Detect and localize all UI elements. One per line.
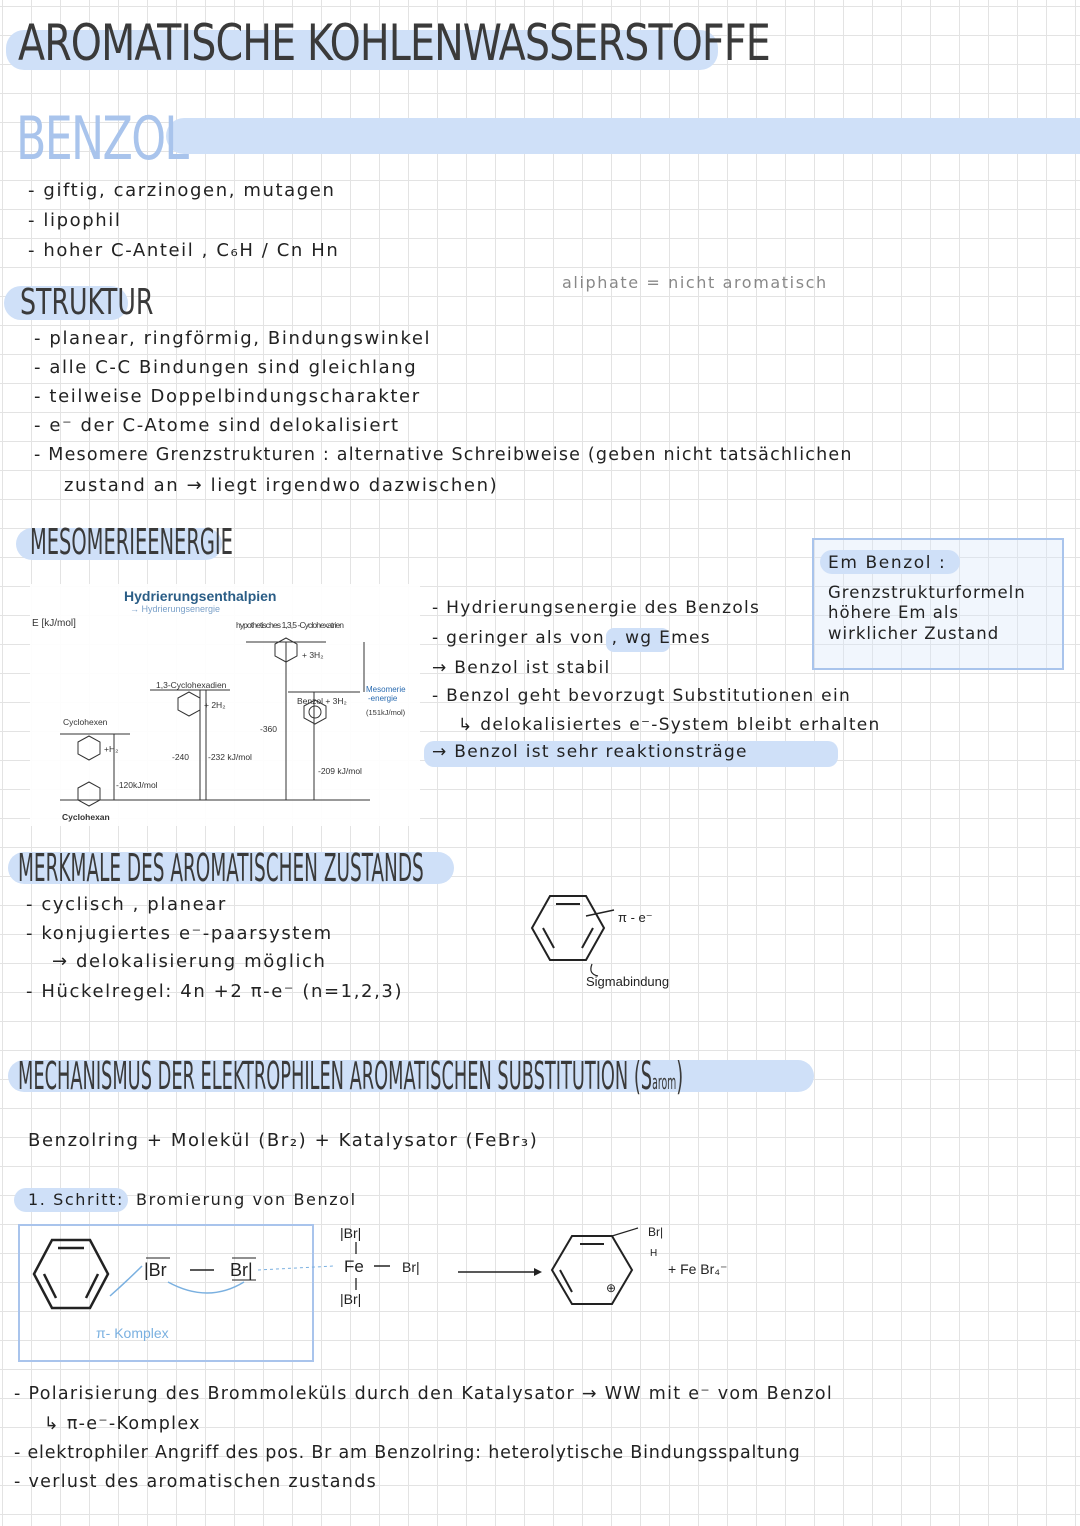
struktur-item: - Mesomere Grenzstrukturen : alternative Schreibweise (geben nicht tatsächlichen xyxy=(34,445,853,465)
plus-febr4: + Fe Br₄⁻ xyxy=(668,1261,728,1277)
label-240: -240 xyxy=(172,752,190,762)
mesomerie-note: - Benzol geht bevorzugt Substitutionen ein xyxy=(432,686,852,706)
mechanismus-equation: Benzolring + Molekül (Br₂) + Katalysator (FeBr₃) xyxy=(28,1130,539,1151)
label-209: -209 kJ/mol xyxy=(318,766,362,776)
benzol-item: - giftig, carzinogen, mutagen xyxy=(28,180,336,201)
mechanismus-note: - Polarisierung des Brommoleküls durch den Katalysator → WW mit e⁻ vom Benzol xyxy=(14,1384,834,1404)
label-120: -120kJ/mol xyxy=(116,780,158,790)
struktur-item: zustand an → liegt irgendwo dazwischen) xyxy=(64,475,499,496)
arenium-ion xyxy=(552,1236,632,1304)
product-h: H xyxy=(650,1248,658,1259)
product-br: Br| xyxy=(648,1225,664,1239)
y-axis-label: E [kJ/mol] xyxy=(32,618,76,629)
label-cyclohexadien: 1,3-Cyclohexadien xyxy=(156,680,227,690)
fe-right-br: Br| xyxy=(402,1259,420,1275)
label-mesomerie-1: Mesomerie xyxy=(366,685,406,694)
mesomerie-note: - geringer als von , wg Emes xyxy=(432,628,711,648)
mesomerie-note: ↳ delokalisiertes e⁻-System bleibt erhalten xyxy=(458,715,881,735)
struktur-item: - e⁻ der C-Atome sind delokalisiert xyxy=(34,415,400,436)
struktur-item: - planear, ringförmig, Bindungswinkel xyxy=(34,328,432,349)
mesomerie-note: → Benzol ist sehr reaktionsträge xyxy=(432,742,748,762)
em-benzol-line: höhere Em als xyxy=(828,603,960,622)
merkmale-item: - Hückelregel: 4n +2 π-e⁻ (n=1,2,3) xyxy=(26,981,404,1002)
pi-komplex-label: π- Komplex xyxy=(96,1325,169,1341)
aliphate-note: aliphate = nicht aromatisch xyxy=(562,273,828,292)
step1-text: Bromierung von Benzol xyxy=(136,1190,357,1209)
bromination-scheme xyxy=(18,1220,788,1360)
mechanismus-heading-sub: arom xyxy=(652,1070,677,1094)
label-plus3h2: + 3H₂ xyxy=(302,650,324,660)
em-benzol-line: wirklicher Zustand xyxy=(828,624,1000,643)
label-232: -232 kJ/mol xyxy=(208,752,252,762)
merkmale-heading: MERKMALE DES AROMATISCHEN ZUSTANDS xyxy=(18,846,424,890)
em-benzol-box xyxy=(812,538,1064,670)
benzol-item: - lipophil xyxy=(28,210,122,231)
label-cyclohexen: Cyclohexen xyxy=(63,717,108,727)
benzol-item: - hoher C-Anteil , C₆H / Cn Hn xyxy=(28,240,340,261)
step1-label: 1. Schritt: xyxy=(28,1190,125,1209)
benzol-highlight xyxy=(166,118,1080,154)
label-mesomerie-2: -energie xyxy=(368,694,398,703)
label-cyclohexan: Cyclohexan xyxy=(62,812,110,822)
merkmale-item: - cyclisch , planear xyxy=(26,894,227,915)
fe-bottom-br: |Br| xyxy=(340,1291,362,1307)
mesomerie-heading: MESOMERIEENERGIE xyxy=(30,522,233,563)
struktur-item: - teilweise Doppelbindungscharakter xyxy=(34,386,421,407)
mechanismus-note: - verlust des aromatischen zustands xyxy=(14,1472,378,1492)
struktur-item: - alle C-C Bindungen sind gleichlang xyxy=(34,357,418,378)
label-360: -360 xyxy=(260,724,278,734)
mesomerie-note: → Benzol ist stabil xyxy=(432,658,611,678)
hydrierung-diagram xyxy=(30,584,420,826)
mechanismus-note: - elektrophiler Angriff des pos. Br am Benzolring: heterolytische Bindungsspaltung xyxy=(14,1443,801,1463)
label-benzol-3h2: Benzol + 3H₂ xyxy=(297,696,347,706)
label-mesomerie-value: (151kJ/mol) xyxy=(366,708,406,717)
benzene-ring xyxy=(532,896,604,960)
mechanismus-heading xyxy=(18,1054,683,1098)
label-plush2: +H₂ xyxy=(104,744,119,754)
benzol-heading: BENZOL xyxy=(16,104,188,174)
benzene-pi-structure xyxy=(510,888,720,998)
page-title: AROMATISCHE KOHLENWASSERSTOFFE xyxy=(18,14,770,72)
em-benzol-line: Grenzstrukturformeln xyxy=(828,583,1026,602)
fe-atom: Fe xyxy=(344,1257,364,1276)
br-atom-2: Br| xyxy=(230,1260,253,1280)
merkmale-item: - konjugiertes e⁻-paarsystem xyxy=(26,923,333,944)
br-atom-1: |Br xyxy=(144,1260,167,1280)
fe-top-br: |Br| xyxy=(340,1225,362,1241)
mechanismus-heading-end: ) xyxy=(676,1054,684,1098)
struktur-heading: STRUKTUR xyxy=(20,282,154,323)
pi-electron-label: π - e⁻ xyxy=(618,910,653,925)
diagram-subtitle: → Hydrierungsenergie xyxy=(130,604,221,614)
em-benzol-title: Em Benzol : xyxy=(828,553,947,573)
merkmale-item: → delokalisierung möglich xyxy=(52,951,327,972)
label-hypothetisch: hypothetisches 1,3,5 -Cyclohexatrien xyxy=(236,620,344,630)
diagram-title: Hydrierungsenthalpien xyxy=(124,588,277,604)
positive-charge: ⊕ xyxy=(606,1281,617,1295)
mechanismus-note: ↳ π-e⁻-Komplex xyxy=(44,1414,201,1434)
mesomerie-note: - Hydrierungsenergie des Benzols xyxy=(432,598,761,618)
mechanismus-heading-text: MECHANISMUS DER ELEKTROPHILEN AROMATISCHEN SUBSTITUTION (S xyxy=(18,1054,653,1098)
sigmabindung-label: Sigmabindung xyxy=(586,974,670,989)
label-plus2h2: + 2H₂ xyxy=(204,700,226,710)
